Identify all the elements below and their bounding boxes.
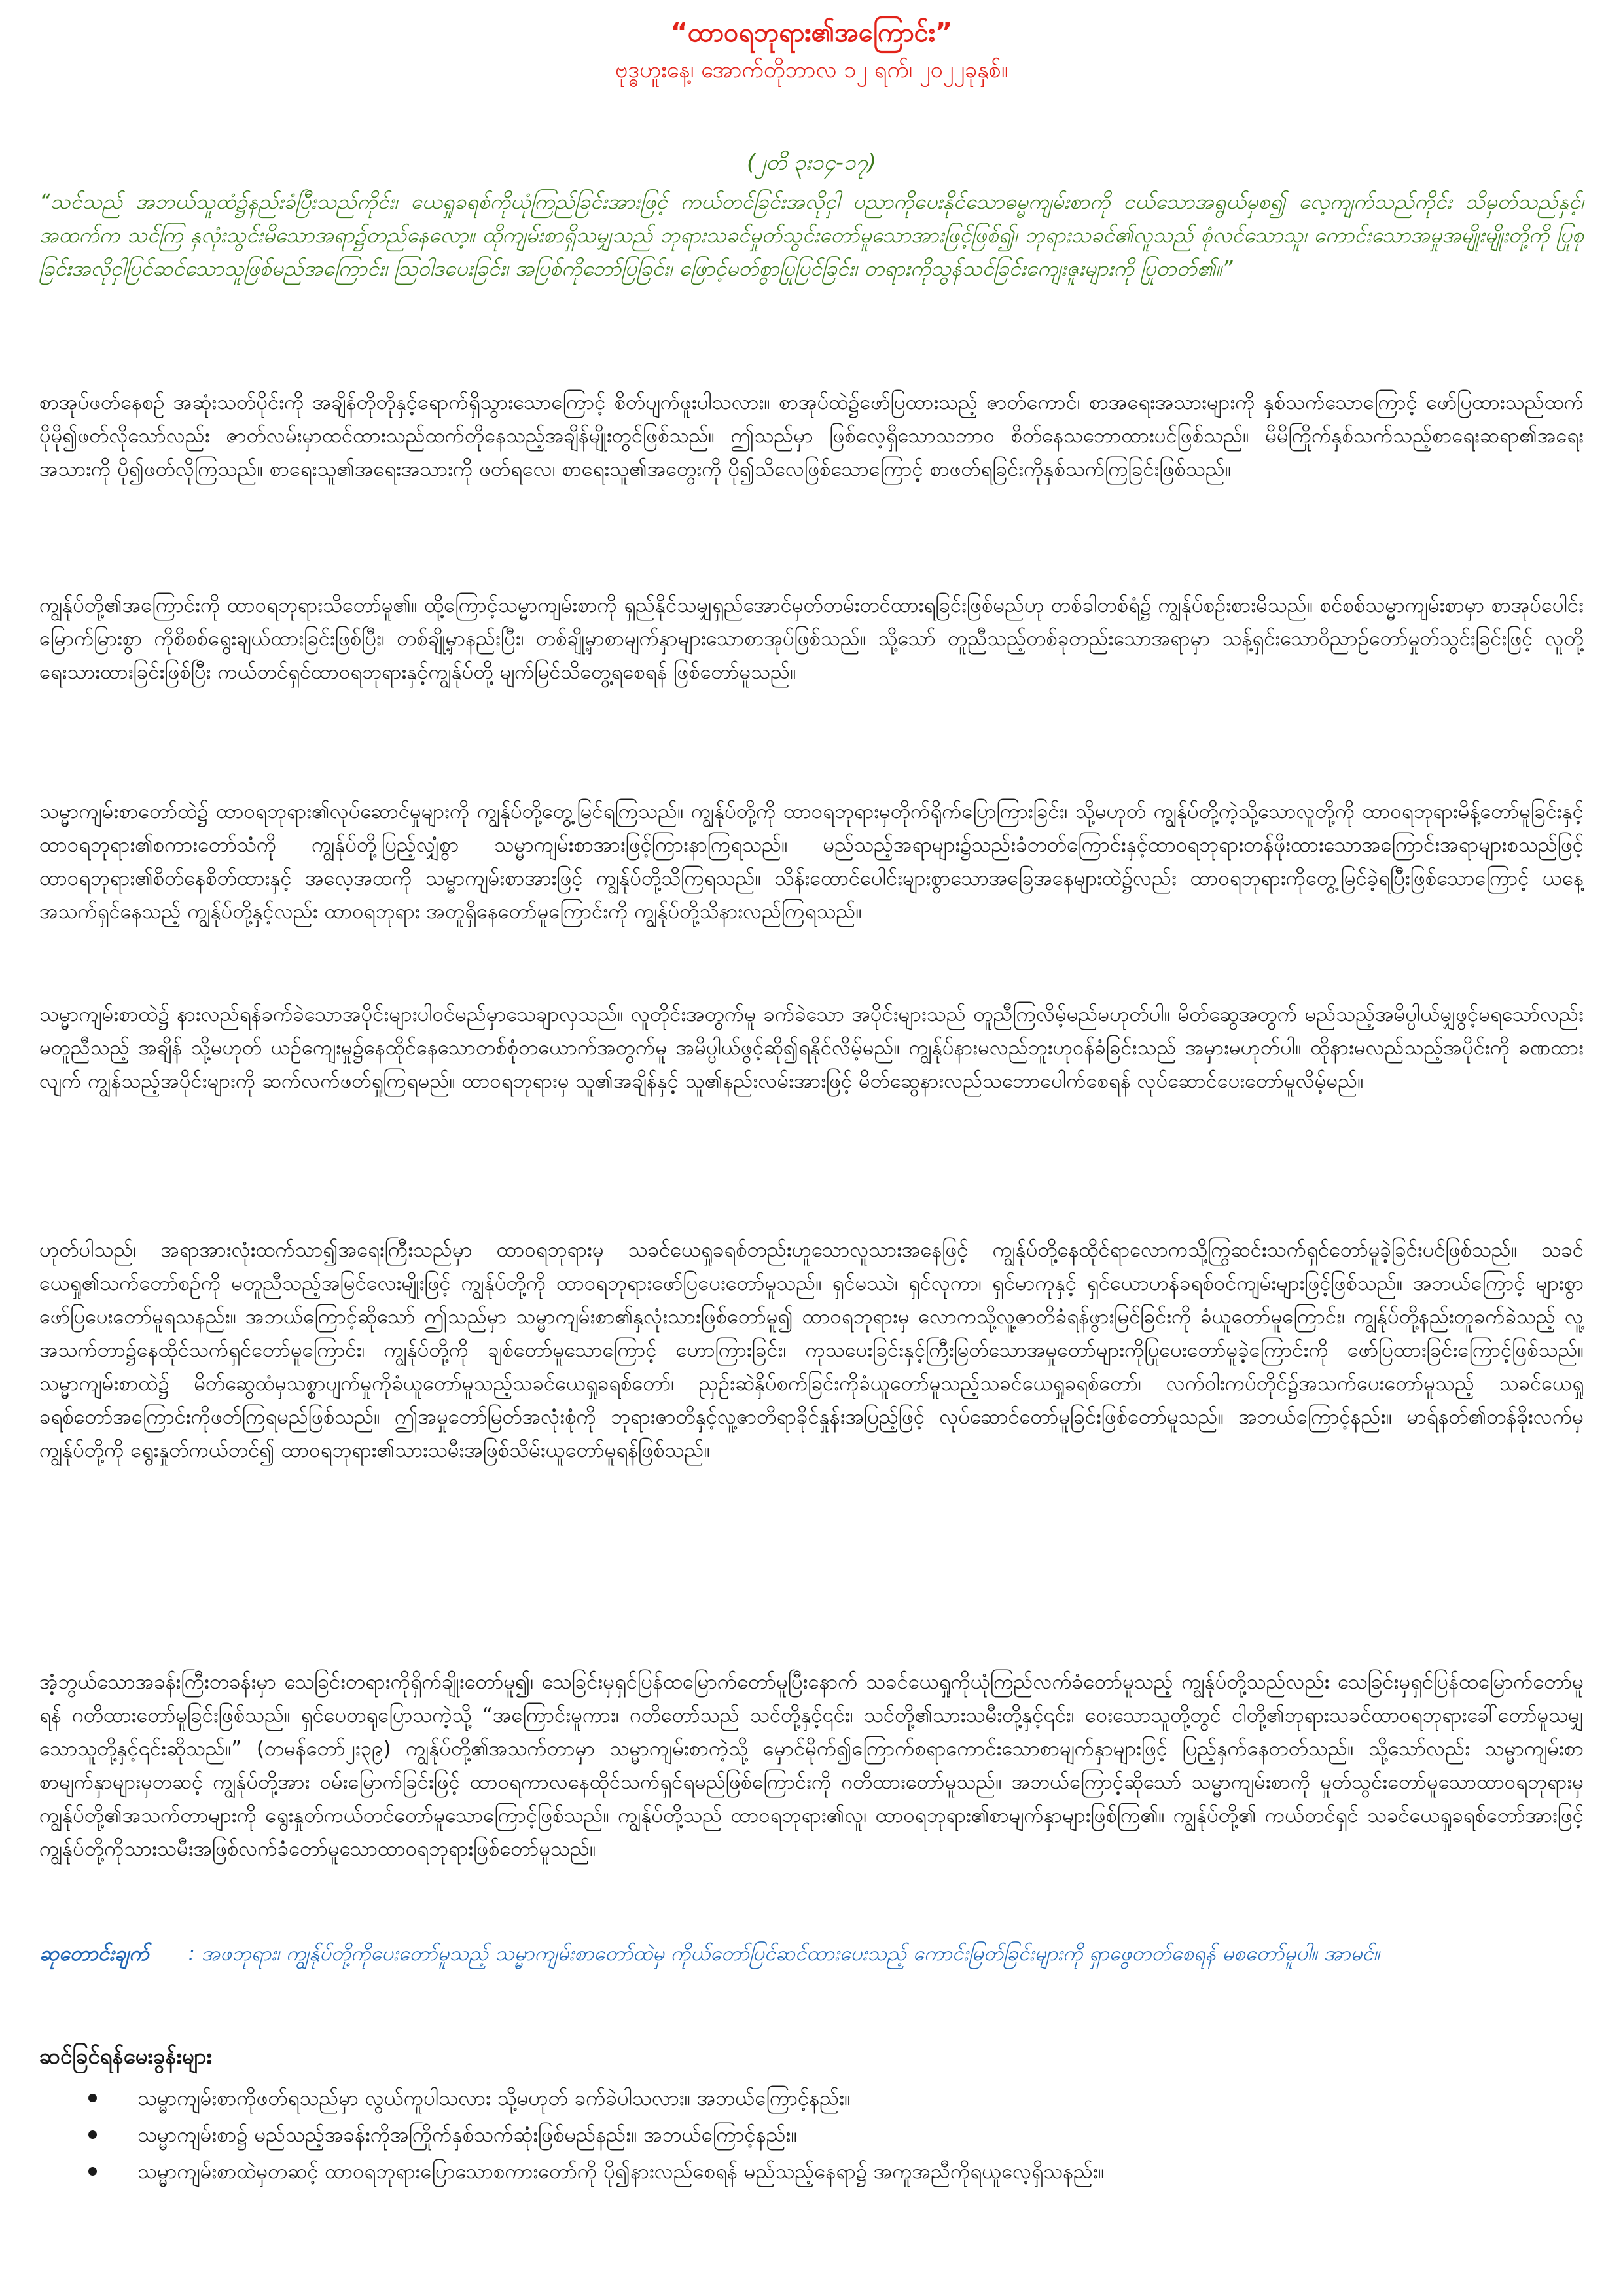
scripture-quote: “သင်သည် အဘယ်သူထံ၌နည်းခံပြီးသည်ကိုင်း၊ ယေရှုခရစ်ကိုယုံကြည်ခြင်းအားဖြင့် ကယ်တင်ခြင်းအလိုငှါ ပညာကိုပေးနိုင်သောဓမ္မကျမ်းစာကို ငယ်သောအရွယ်မှစ၍ လေ့ကျက်သည်ကိုင်း သိမှတ်သည်နှင့်၊ အထက်က သင်ကြ နှလုံးသွင်းမိသောအရာ၌တည်နေလော့။ ထိုကျမ်းစာရှိသမျှသည် ဘုရားသခင်မှုတ်သွင်းတော်မူသောအားဖြင့်ဖြစ်၍၊ ဘုရားသခင်၏လူသည် စုံလင်သောသူ၊ ကောင်းသောအမှုအမျိုးမျိုးတို့ကို ပြုစုခြင်းအလိုငှါပြင်ဆင်သောသူဖြစ်မည်အကြောင်း၊ ဩဝါဒပေးခြင်း၊ အပြစ်ကိုဘော်ပြခြင်း၊ ဖြောင့်မတ်စွာပြုပြင်ခြင်း၊ တရားကိုသွန်သင်ခြင်းကျေးဇူးများကို ပြုတတ်၏။” [39, 189, 1584, 281]
question-text: သမ္မာကျမ်းစာထဲမှတဆင့် ထာဝရဘုရားပြောသောစကားတော်ကို ပို၍နားလည်စေရန် မည်သည့်နေရာ၌ အကူအညီကိုရယူလေ့ရှိသနည်း။ [137, 2160, 1105, 2183]
questions-heading: ဆင်ခြင်ရန်မေးခွန်းများ [39, 2043, 212, 2069]
body-paragraph-4: သမ္မာကျမ်းစာထဲ၌ နားလည်ရန်ခက်ခဲသောအပိုင်းများပါဝင်မည်မှာသေချာလှသည်။ လူတိုင်းအတွက်မူ ခက်ခဲသော အပိုင်းများသည် တူညီကြလိမ့်မည်မဟုတ်ပါ။ မိတ်ဆွေအတွက် မည်သည့်အမိပ္ပါယ်မျှဖွင့်မရသော်လည်း မတူညီသည့် အချိန် သို့မဟုတ် ယဉ်ကျေးမှု၌နေထိုင်နေသောတစ်စုံတယောက်အတွက်မူ အမိပ္ပါယ်ဖွင့်ဆို၍ရနိုင်လိမ့်မည်။ ကျွန်ုပ်နားမလည်ဘူးဟုဝန်ခံခြင်းသည် အမှားမဟုတ်ပါ။ ထိုနားမလည်သည့်အပိုင်းကို ခဏထားလျက် ကျွန်သည့်အပိုင်းများကို ဆက်လက်ဖတ်ရှုကြရမည်။ ထာဝရဘုရားမှ သူ၏အချိန်နှင့် သူ၏နည်းလမ်းအားဖြင့် မိတ်ဆွေနားလည်သဘောပေါက်စေရန် လုပ်ဆောင်ပေးတော်မူလိမ့်မည်။ [39, 1003, 1584, 1093]
bullet-icon [88, 2094, 97, 2102]
body-paragraph-5: ဟုတ်ပါသည်၊ အရာအားလုံးထက်သာ၍အရေးကြီးသည်မှာ ထာဝရဘုရားမှ သခင်ယေရှုခရစ်တည်းဟူသောလူသားအနေဖြင့် ကျွန်ုပ်တို့နေထိုင်ရာလောကသို့ကြွဆင်းသက်ရှင်တော်မူခဲ့ခြင်းပင်ဖြစ်သည်။ သခင်ယေရှု၏သက်တော်စဉ်ကို မတူညီသည့်အမြင်လေးမျိုးဖြင့် ကျွန်ုပ်တို့ကို ထာဝရဘုရားဖော်ပြပေးတော်မူသည်။ ရှင်မဿဲ၊ ရှင်လုကာ၊ ရှင်မာကုနှင့် ရှင်ယောဟန်ခရစ်ဝင်ကျမ်းများဖြင့်ဖြစ်သည်။ အဘယ်ကြောင့် များစွာဖော်ပြပေးတော်မူရသနည်း။ အဘယ်ကြောင့်ဆိုသော် ဤသည်မှာ သမ္မာကျမ်းစာ၏နှလုံးသားဖြစ်တော်မူ၍ ထာဝရဘုရားမှ လောကသို့လူ့ဇာတိခံရန်ဖွားမြင်ခြင်းကို ခံယူတော်မူကြောင်း၊ ကျွန်ုပ်တို့နည်းတူခက်ခဲသည့် လူ့အသက်တာ၌နေထိုင်သက်ရှင်တော်မူကြောင်း၊ ကျွန်ုပ်တို့ကို ချစ်တော်မူသောကြောင့် ဟောကြားခြင်း၊ ကုသပေးခြင်းနှင့်ကြီးမြတ်သောအမှုတော်များကိုပြုပေးတော်မူခဲ့ကြောင်းကို ဖော်ပြထားခြင်းကြောင့်ဖြစ်သည်။ သမ္မာကျမ်းစာထဲ၌ မိတ်ဆွေထံမှသစ္စာပျက်မှုကိုခံယူတော်မူသည့်သခင်ယေရှုခရစ်တော်၊ ညှဉ်းဆဲနှိပ်စက်ခြင်းကိုခံယူတော်မူသည့်သခင်ယေရှုခရစ်တော်၊ လက်ဝါးကပ်တိုင်၌အသက်ပေးတော်မူသည့် သခင်ယေရှုခရစ်တော်အကြောင်းကိုဖတ်ကြရမည်ဖြစ်သည်။ ဤအမှုတော်မြတ်အလုံးစုံကို ဘုရားဇာတိနှင့်လူ့ဇာတိရာခိုင်နှုန်းအပြည့်ဖြင့် လုပ်ဆောင်တော်မူခြင်းဖြစ်တော်မူသည်။ အဘယ်ကြောင့်နည်း။ မာရ်နတ်၏တန်ခိုးလက်မှ ကျွန်ုပ်တို့ကို ရွေးနှုတ်ကယ်တင်၍ ထာဝရဘုရား၏သားသမီးအဖြစ်သိမ်းယူတော်မူရန်ဖြစ်သည်။ [39, 1238, 1584, 1462]
question-text: သမ္မာကျမ်းစာကိုဖတ်ရသည်မှာ လွယ်ကူပါသလား သို့မဟုတ် ခက်ခဲပါသလား။ အဘယ်ကြောင့်နည်း။ [137, 2087, 851, 2110]
questions-list [39, 2081, 1544, 2191]
body-paragraph-3: သမ္မာကျမ်းစာတော်ထဲ၌ ထာဝရဘုရား၏လုပ်ဆောင်မှုများကို ကျွန်ုပ်တို့တွေ့မြင်ရကြသည်။ ကျွန်ုပ်တို့ကို ထာဝရဘုရားမှတိုက်ရိုက်ပြောကြားခြင်း၊ သို့မဟုတ် ကျွန်ုပ်တို့ကဲ့သို့သောလူတို့ကို ထာဝရဘုရားမိန့်တော်မူခြင်းနှင့် ထာဝရဘုရား၏စကားတော်သံကို ကျွန်ုပ်တို့ပြည့်လျှံစွာ သမ္မာကျမ်းစာအားဖြင့်ကြားနာကြရသည်။ မည်သည့်အရာများ၌သည်းခံတတ်ကြောင်းနှင့်ထာဝရဘုရားတန်ဖိုးထားသောအကြောင်းအရာများစသည်ဖြင့် ထာဝရဘုရား၏စိတ်နေစိတ်ထားနှင့် အလေ့အထကို သမ္မာကျမ်းစာအားဖြင့် ကျွန်ုပ်တို့သိကြရသည်။ သိန်းထောင်ပေါင်းများစွာသောအခြေအနေများထဲ၌လည်း ထာဝရဘုရားကိုတွေ့မြင်ခဲ့ရပြီးဖြစ်သောကြောင့် ယနေ့အသက်ရှင်နေသည့် ကျွန်ုပ်တို့နှင့်လည်း ထာဝရဘုရား အတူရှိနေတော်မူကြောင်းကို ကျွန်ုပ်တို့သိနားလည်ကြရသည်။ [39, 800, 1584, 924]
question-text: သမ္မာကျမ်းစာ၌ မည်သည့်အခန်းကိုအကြိုက်နှစ်သက်ဆုံးဖြစ်မည်နည်း။ အဘယ်ကြောင့်နည်း။ [137, 2123, 797, 2147]
prayer-text: : အဖဘုရား၊ ကျွန်ုပ်တို့ကိုပေးတော်မူသည့် သမ္မာကျမ်းစာတော်ထဲမှ ကိုယ်တော်ပြင်ဆင်ထားပေးသည့် ကောင်းမြတ်ခြင်းများကို ရှာဖွေတတ်စေရန် မစတော်မူပါ။ အာမင်။ [188, 1942, 1380, 1965]
bullet-icon [88, 2130, 97, 2139]
body-paragraph-2: ကျွန်ုပ်တို့၏အကြောင်းကို ထာဝရဘုရားသိတော်မူ၏။ ထို့ကြောင့်သမ္မာကျမ်းစာကို ရှည်နိုင်သမျှရှည်အောင်မှတ်တမ်းတင်ထားရခြင်းဖြစ်မည်ဟု တစ်ခါတစ်ရံ၌ ကျွန်ုပ်စဉ်းစားမိသည်။ စင်စစ်သမ္မာကျမ်းစာမှာ စာအုပ်ပေါင်းမြောက်မြားစွာ ကိုစိစစ်ရွေးချယ်ထားခြင်းဖြစ်ပြီး၊ တစ်ချို့မှာနည်းပြီး၊ တစ်ချို့မှာစာမျက်နှာများသောစာအုပ်ဖြစ်သည်။ သို့သော် တူညီသည့်တစ်ခုတည်းသောအရာမှာ သန့်ရှင်းသောဝိညာဉ်တော်မှုတ်သွင်းခြင်းဖြင့် လူတို့ရေးသားထားခြင်းဖြစ်ပြီး ကယ်တင်ရှင်ထာဝရဘုရားနှင့်ကျွန်ုပ်တို့ မျက်မြင်သိတွေ့ရစေရန် ဖြစ်တော်မူသည်။ [39, 594, 1584, 684]
list-item [39, 2118, 1544, 2155]
list-item [39, 2155, 1544, 2191]
list-item [39, 2081, 1544, 2118]
body-paragraph-1: စာအုပ်ဖတ်နေစဉ် အဆုံးသတ်ပိုင်းကို အချိန်တိုတိုနှင့်ရောက်ရှိသွားသောကြောင့် စိတ်ပျက်ဖူးပါသလား။ စာအုပ်ထဲ၌ဖော်ပြထားသည့် ဇာတ်ကောင်၊ စာအရေးအသားများကို နှစ်သက်သောကြောင့် ဖော်ပြထားသည်ထက်ပိုမို၍ဖတ်လိုသော်လည်း ဇာတ်လမ်းမှာထင်ထားသည်ထက်တိုနေသည့်အချိန်မျိုးတွင်ဖြစ်သည်။ ဤသည်မှာ ဖြစ်လေ့ရှိသောသဘာဝ စိတ်နေသဘောထားပင်ဖြစ်သည်။ မိမိကြိုက်နှစ်သက်သည့်စာရေးဆရာ၏အရေးအသားကို ပို၍ဖတ်လိုကြသည်။ စာရေးသူ၏အရေးအသားကို ဖတ်ရလေ၊ စာရေးသူ၏အတွေးကို ပို၍သိလေဖြစ်သောကြောင့် စာဖတ်ရခြင်းကိုနှစ်သက်ကြခြင်းဖြစ်သည်။ [39, 391, 1584, 481]
body-paragraph-6: အံ့ဘွယ်သောအခန်းကြီးတခန်းမှာ သေခြင်းတရားကိုရှိက်ချိုးတော်မူ၍၊ သေခြင်းမှရှင်ပြန်ထမြောက်တော်မူပြီးနောက် သခင်ယေရှုကိုယုံကြည်လက်ခံတော်မူသည့် ကျွန်ုပ်တို့သည်လည်း သေခြင်းမှရှင်ပြန်ထမြောက်တော်မူရန် ဂတိထားတော်မူခြင်းဖြစ်သည်။ ရှင်ပေတရုပြောသကဲ့သို့ “အကြောင်းမူကား၊ ဂတိတော်သည် သင်တို့နှင့်၎င်း၊ သင်တို့၏သားသမီးတို့နှင့်၎င်း၊ ဝေးသောသူတို့တွင် ငါတို့၏ဘုရားသခင်ထာဝရဘုရားခေါ်တော်မူသမျှသောသူတို့နှင့်၎င်းဆိုသည်။” (တမန်တော်၂း၃၉) ကျွန်ုပ်တို့၏အသက်တာမှာ သမ္မာကျမ်းစာကဲ့သို့ မှောင်မိုက်၍ကြောက်စရာကောင်းသောစာမျက်နှာများဖြင့် ပြည့်နှက်နေတတ်သည်။ သို့သော်လည်း သမ္မာကျမ်းစာ စာမျက်နှာများမှတဆင့် ကျွန်ုပ်တို့အား ဝမ်းမြောက်ခြင်းဖြင့် ထာဝရကာလနေထိုင်သက်ရှင်ရမည်ဖြစ်ကြောင်းကို ဂတိထားတော်မူသည်။ အဘယ်ကြောင့်ဆိုသော် သမ္မာကျမ်းစာကို မှုတ်သွင်းတော်မူသောထာဝရဘုရားမှ ကျွန်ုပ်တို့၏အသက်တာများကို ရွေးနှုတ်ကယ်တင်တော်မူသောကြောင့်ဖြစ်သည်။ ကျွန်ုပ်တို့သည် ထာဝရဘုရား၏လူ၊ ထာဝရဘုရား၏စာမျက်နှာများဖြစ်ကြ၏။ ကျွန်ုပ်တို့၏ ကယ်တင်ရှင် သခင်ယေရှုခရစ်တော်အားဖြင့် ကျွန်ုပ်တို့ကိုသားသမီးအဖြစ်လက်ခံတော်မူသောထာဝရဘုရားဖြစ်တော်မူသည်။ [39, 1670, 1584, 1861]
dateline: ဗုဒ္ဓဟူးနေ့၊ အောက်တိုဘာလ ၁၂ ရက်၊ ၂၀၂၂ခုနှစ်။ [615, 57, 1008, 83]
bullet-icon [88, 2167, 97, 2176]
prayer-label: ဆုတောင်းချက် [39, 1942, 149, 1965]
scripture-reference: (၂တိ ၃း၁၄-၁၇) [747, 149, 876, 175]
page-title: “ထာဝရဘုရား၏အကြောင်း” [670, 18, 953, 48]
prayer-block [39, 1937, 1584, 1971]
